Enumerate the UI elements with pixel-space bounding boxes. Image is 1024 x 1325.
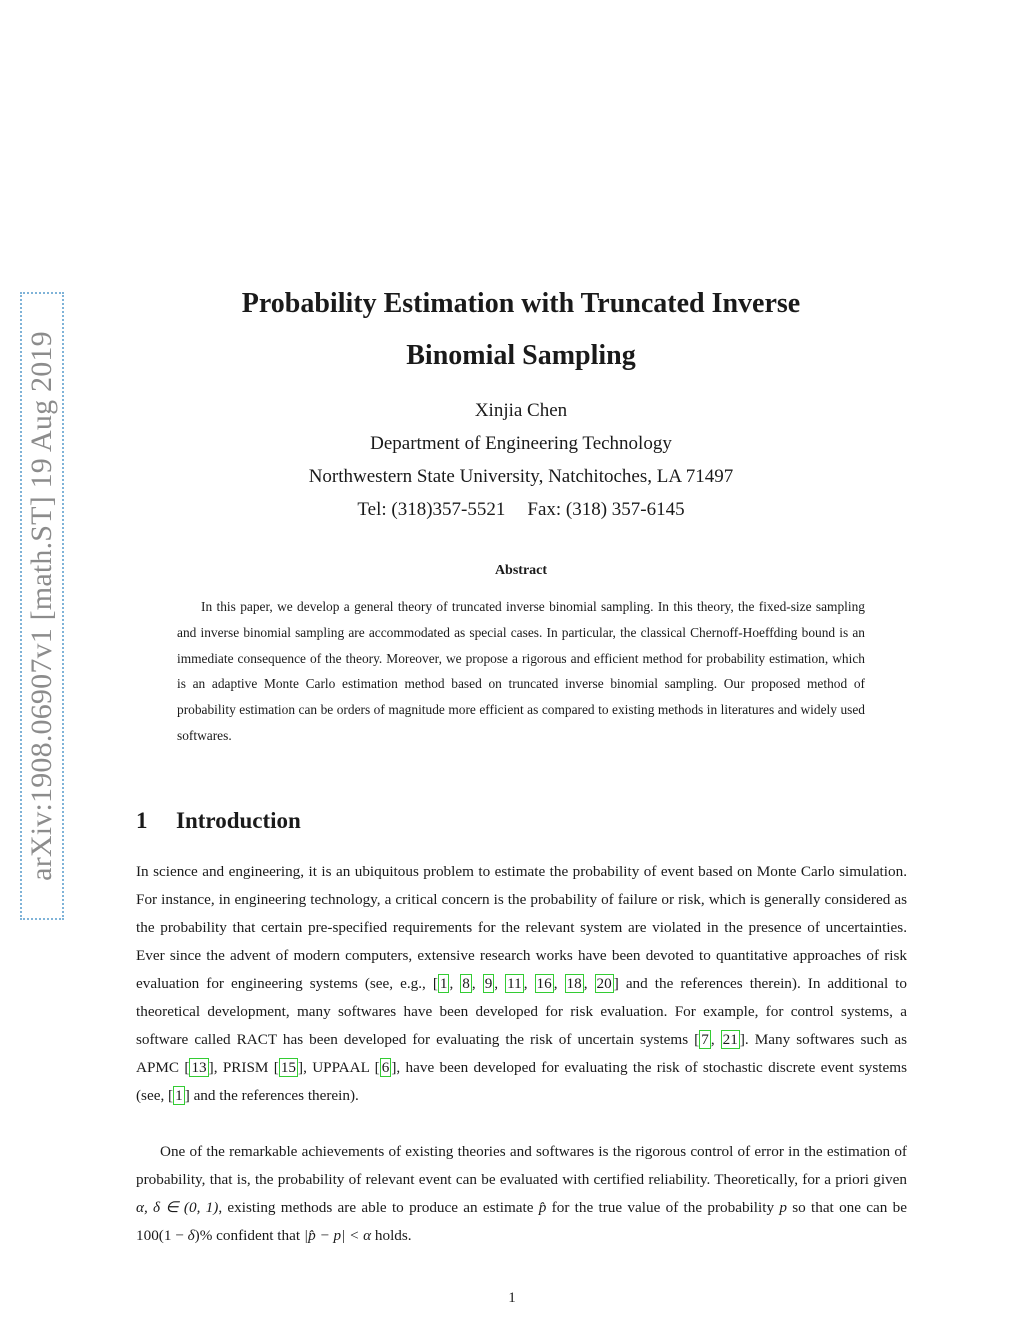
author-contact	[130, 493, 912, 526]
citation-link[interactable]: 18	[566, 975, 582, 992]
citation-link[interactable]: 8	[462, 975, 470, 992]
paragraph-text: and the references therein).	[189, 1087, 359, 1104]
citation-link[interactable]: 9	[484, 975, 493, 992]
paragraph-text: so that one can be 100(1 −	[136, 1199, 907, 1244]
math-expression: p	[779, 1199, 787, 1216]
section-heading	[136, 808, 301, 834]
intro-paragraph-1: In science and engineering, it is an ubiquitous problem to estimate the probability of event based on Monte Carlo simulation. For instance, in engineering technology, a critical concern is the probability of failure or risk, which is generally considered as the probability that certain pre-specified requirements for the relevant system are violated in the presence of uncertainties. Ever since the advent of modern computers, extensive research works have been devoted to quantitative approaches of risk evaluation for engineering systems (see, e.g., [ 1 , 8 , 9 , 11 , 16 , 18 , 20 ] and the references therein). In additional to theoretical development, many softwares have been developed for risk evaluation. For example, for control systems, a software called RACT has been developed for evaluating the risk of uncertain systems [ 7 , 21 ]. Many softwares such as APMC [ 13 ], PRISM [ 15 ], UPPAAL [ 6 ], have been developed for evaluating the risk of stochastic discrete event systems (see, [ 1 ] and the references therein).	[136, 863, 908, 1104]
paragraph-text: and the references therein). In additional to theoretical development, many softwares have been developed for risk evaluation. For example, for control systems, a software called RACT has been developed for evaluating the risk of uncertain systems	[136, 975, 907, 1048]
citation-link[interactable]: 1	[439, 975, 448, 992]
section-number: 1	[136, 808, 148, 833]
title-line-2: Binomial Sampling	[406, 340, 636, 371]
arxiv-identifier: arXiv:1908.06907v1 [math.ST] 19 Aug 2019	[25, 331, 58, 881]
section-title: Introduction	[176, 808, 301, 833]
author-tel: Tel: (318)357-5521	[357, 499, 506, 520]
paragraph-text: One of the remarkable achievements of existing theories and softwares is the rigorous control of error in the estimation of probability, that is, the probability of relevant event can be evaluated with certified reliability. Theoretically, for a priori given	[136, 1143, 907, 1188]
citation-link[interactable]: 15	[280, 1059, 297, 1076]
intro-paragraph-2	[136, 1138, 907, 1250]
paragraph-text: )% confident that	[194, 1227, 304, 1244]
page-number: 1	[508, 1290, 516, 1306]
author-block	[130, 394, 912, 526]
paragraph-text: In science and engineering, it is an ubiquitous problem to estimate the probability of event based on Monte Carlo simulation. For instance, in engineering technology, a critical concern is the probability of failure or risk, which is generally considered as the probability that certain pre-specified requirements for the relevant system are violated in the presence of uncertainties. Ever since the advent of modern computers, extensive research works have been devoted to quantitative approaches of risk evaluation for engineering systems (see, e.g.,	[136, 863, 907, 992]
arxiv-side-stamp	[20, 292, 64, 920]
paragraph-text: holds.	[371, 1227, 412, 1244]
abstract-text: In this paper, we develop a general theory of truncated inverse binomial sampling. In this theory, the fixed-size sampling and inverse binomial sampling are accommodated as special cases. In particular, the classical Chernoff-Hoeffding bound is an immediate consequence of the theory. Moreover, we propose a rigorous and efficient method for probability estimation, which is an adaptive Monte Carlo estimation method based on truncated inverse binomial sampling. Our proposed method of probability estimation can be orders of magnitude more efficient as compared to existing methods in literatures and widely used softwares.	[177, 599, 865, 743]
paragraph-text: , have been developed for evaluating the risk of stochastic discrete event systems (see,	[136, 1059, 907, 1104]
paragraph-text: , PRISM	[213, 1059, 274, 1076]
author-department: Department of Engineering Technology	[370, 433, 672, 454]
math-expression: |p̂ − p| < α	[303, 1227, 372, 1244]
author-fax: Fax: (318) 357-6145	[527, 499, 685, 520]
paragraph-text: . Many softwares such as APMC	[136, 1031, 908, 1076]
author-name: Xinjia Chen	[474, 400, 568, 421]
citation-link[interactable]: 6	[381, 1059, 390, 1076]
title-line-1: Probability Estimation with Truncated Inverse	[241, 288, 801, 319]
citation-link[interactable]: 16	[536, 975, 552, 992]
abstract-heading: Abstract	[494, 563, 548, 578]
citation-link[interactable]: 11	[507, 975, 522, 992]
math-expression: δ	[187, 1227, 195, 1244]
math-expression: p̂	[538, 1199, 547, 1216]
citation-link[interactable]: 7	[701, 1031, 709, 1048]
paper-title	[130, 278, 912, 382]
paragraph-text: for the true value of the probability	[546, 1199, 780, 1216]
author-affiliation: Northwestern State University, Natchitoches, LA 71497	[308, 466, 734, 487]
citation-link[interactable]: 20	[596, 975, 612, 992]
paragraph-text: , UPPAAL	[303, 1059, 375, 1076]
citation-link[interactable]: 21	[722, 1031, 738, 1048]
math-expression: α, δ ∈ (0, 1)	[136, 1199, 219, 1216]
paragraph-text: , existing methods are able to produce an estimate	[218, 1199, 539, 1216]
citation-link[interactable]: 1	[175, 1087, 183, 1104]
citation-link[interactable]: 13	[191, 1059, 207, 1076]
